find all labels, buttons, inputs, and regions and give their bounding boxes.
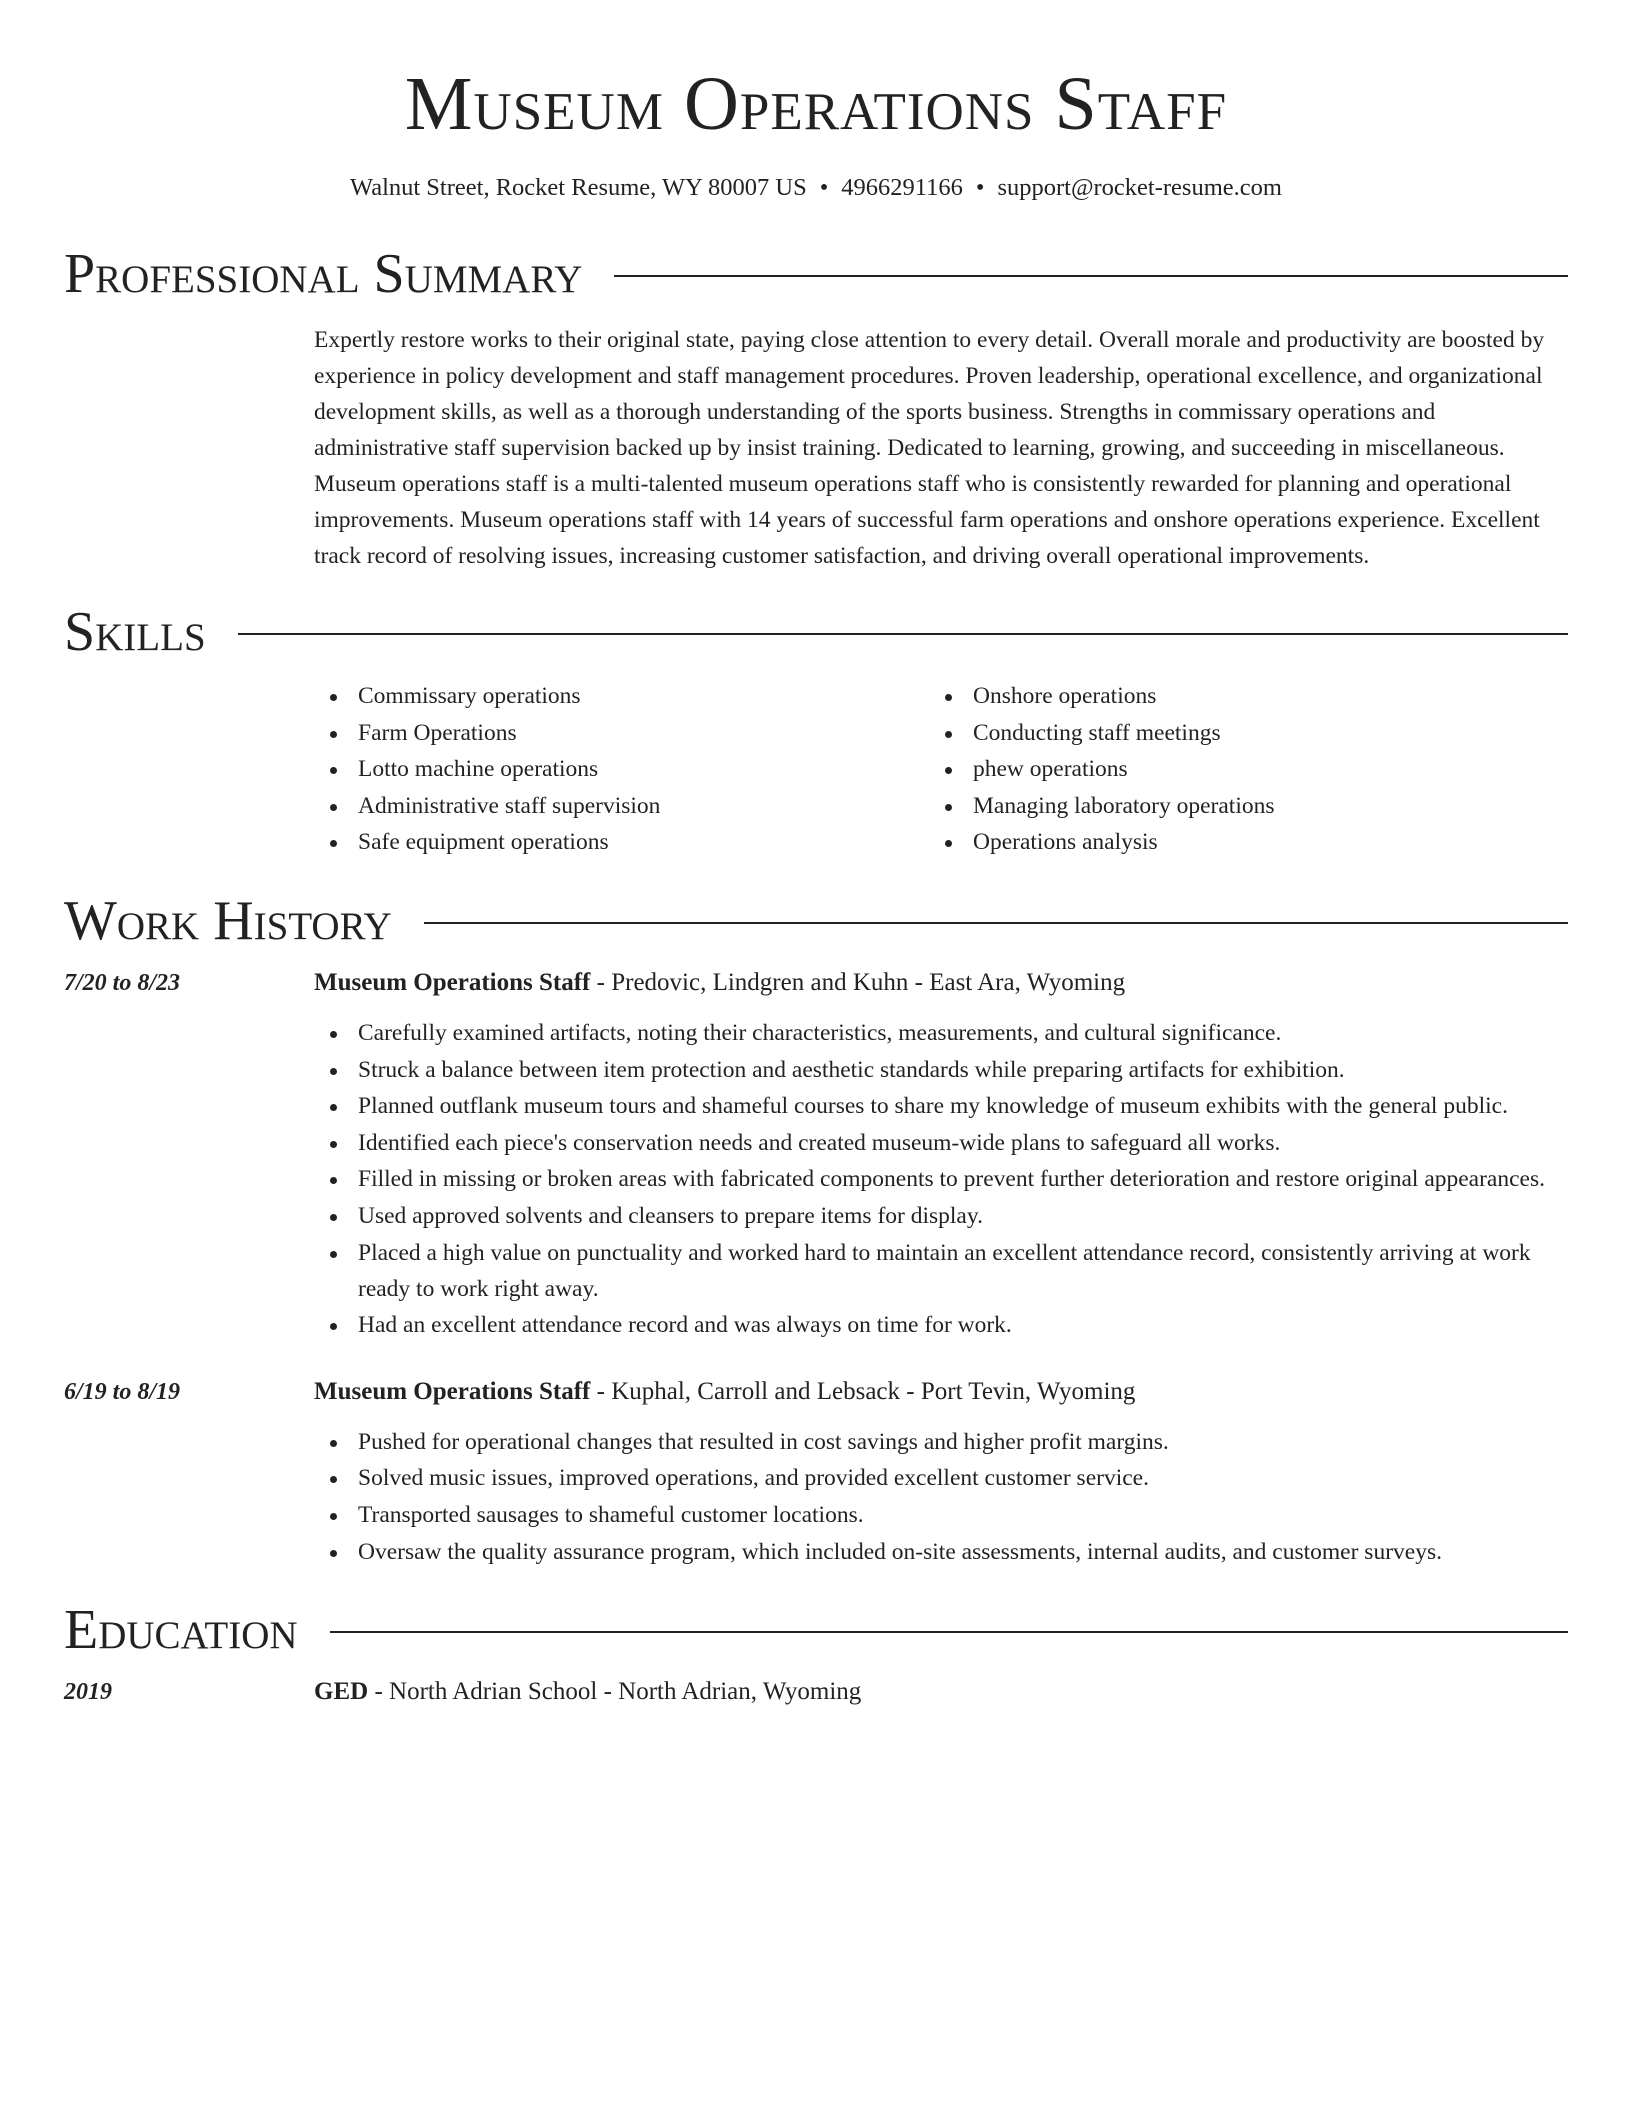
work-section-header <box>64 889 1568 953</box>
section-title: Work History <box>64 889 392 952</box>
skills-column-right <box>929 678 1544 861</box>
section-title: Skills <box>64 601 206 663</box>
skill-item: phew operations <box>929 751 1544 787</box>
separator: • <box>819 174 829 201</box>
education-degree: GED <box>314 1678 369 1706</box>
job-bullet: Filled in missing or broken areas with fabricated components to prevent further deterioration and restore original appearances. <box>314 1161 1568 1197</box>
job-bullet: Identified each piece's conservation needs and created museum-wide plans to safeguard all works. <box>314 1125 1568 1161</box>
section-divider <box>424 922 1568 924</box>
job-heading <box>314 965 1568 1001</box>
skill-item: Administrative staff supervision <box>314 788 929 824</box>
skill-item: Conducting staff meetings <box>929 715 1544 751</box>
education-heading <box>314 1674 1568 1710</box>
job-entry <box>64 965 1568 1344</box>
contact-line <box>64 172 1568 204</box>
skill-item: Onshore operations <box>929 678 1544 714</box>
address: Walnut Street, Rocket Resume, WY 80007 US <box>350 174 807 201</box>
job-bullet: Used approved solvents and cleansers to prepare items for display. <box>314 1198 1568 1234</box>
phone: 4966291166 <box>841 174 963 201</box>
education-section-header <box>64 1598 1568 1662</box>
job-title: Museum Operations Staff <box>314 968 591 996</box>
section-divider <box>330 1631 1568 1633</box>
job-bullet: Planned outflank museum tours and shameful courses to share my knowledge of museum exhibits with the general public. <box>314 1088 1568 1124</box>
section-title: Professional Summary <box>64 243 583 305</box>
job-bullet: Pushed for operational changes that resulted in cost savings and higher profit margins. <box>314 1424 1568 1460</box>
skill-item: Commissary operations <box>314 678 929 714</box>
job-bullet: Placed a high value on punctuality and worked hard to maintain an excellent attendance record, consistently arriving at work ready to work right away. <box>314 1235 1568 1307</box>
job-bullet: Had an excellent attendance record and was always on time for work. <box>314 1307 1568 1343</box>
section-divider <box>614 275 1568 277</box>
skill-item: Farm Operations <box>314 715 929 751</box>
job-employer: - Kuphal, Carroll and Lebsack - Port Tevin, Wyoming <box>590 1377 1136 1405</box>
job-bullets <box>314 1424 1568 1570</box>
education-entry <box>64 1674 1568 1710</box>
skill-item: Managing laboratory operations <box>929 788 1544 824</box>
job-bullet: Transported sausages to shameful customer locations. <box>314 1497 1568 1533</box>
job-bullet: Oversaw the quality assurance program, which included on-site assessments, internal audits, and customer surveys. <box>314 1534 1568 1570</box>
skill-item: Lotto machine operations <box>314 751 929 787</box>
skill-item: Safe equipment operations <box>314 824 929 860</box>
candidate-name: Museum Operations Staff <box>404 62 1228 146</box>
job-heading <box>314 1374 1568 1410</box>
email: support@rocket-resume.com <box>997 174 1282 201</box>
summary-section-header <box>64 242 1568 306</box>
education-school: - North Adrian School - North Adrian, Wyoming <box>368 1678 862 1706</box>
skills-column-left <box>314 678 929 861</box>
job-dates: 7/20 to 8/23 <box>64 969 181 996</box>
job-employer: - Predovic, Lindgren and Kuhn - East Ara, Wyoming <box>590 968 1126 996</box>
section-title: Education <box>64 1599 298 1662</box>
job-title: Museum Operations Staff <box>314 1377 591 1405</box>
section-divider <box>238 633 1568 635</box>
job-dates: 6/19 to 8/19 <box>64 1378 181 1405</box>
education-year: 2019 <box>64 1679 112 1706</box>
separator: • <box>975 174 985 201</box>
skill-item: Operations analysis <box>929 824 1544 860</box>
job-bullet: Solved music issues, improved operations, and provided excellent customer service. <box>314 1460 1568 1496</box>
resume-page <box>64 56 1568 1710</box>
summary-text: Expertly restore works to their original state, paying close attention to every detail. Overall morale and productivity are boosted by experience in policy development and staff management procedures. Proven leadership, operational excellence, and organizational development skills, as well as a thorough understanding of the sports business. Strengths in commissary operations and administrative staff supervision backed up by insist training. Dedicated to learning, growing, and succeeding in miscellaneous. Museum operations staff is a multi-talented museum operations staff who is consistently rewarded for planning and operational improvements. Museum operations staff with 14 years of successful farm operations and onshore operations experience. Excellent track record of resolving issues, increasing customer satisfaction, and driving overall operational improvements. <box>314 327 1545 569</box>
job-bullet: Struck a balance between item protection and aesthetic standards while preparing artifacts for exhibition. <box>314 1052 1568 1088</box>
skills-section-header <box>64 600 1568 664</box>
job-entry <box>64 1374 1568 1570</box>
job-bullets <box>314 1015 1568 1343</box>
skills-list <box>314 678 1568 861</box>
job-bullet: Carefully examined artifacts, noting their characteristics, measurements, and cultural significance. <box>314 1015 1568 1051</box>
